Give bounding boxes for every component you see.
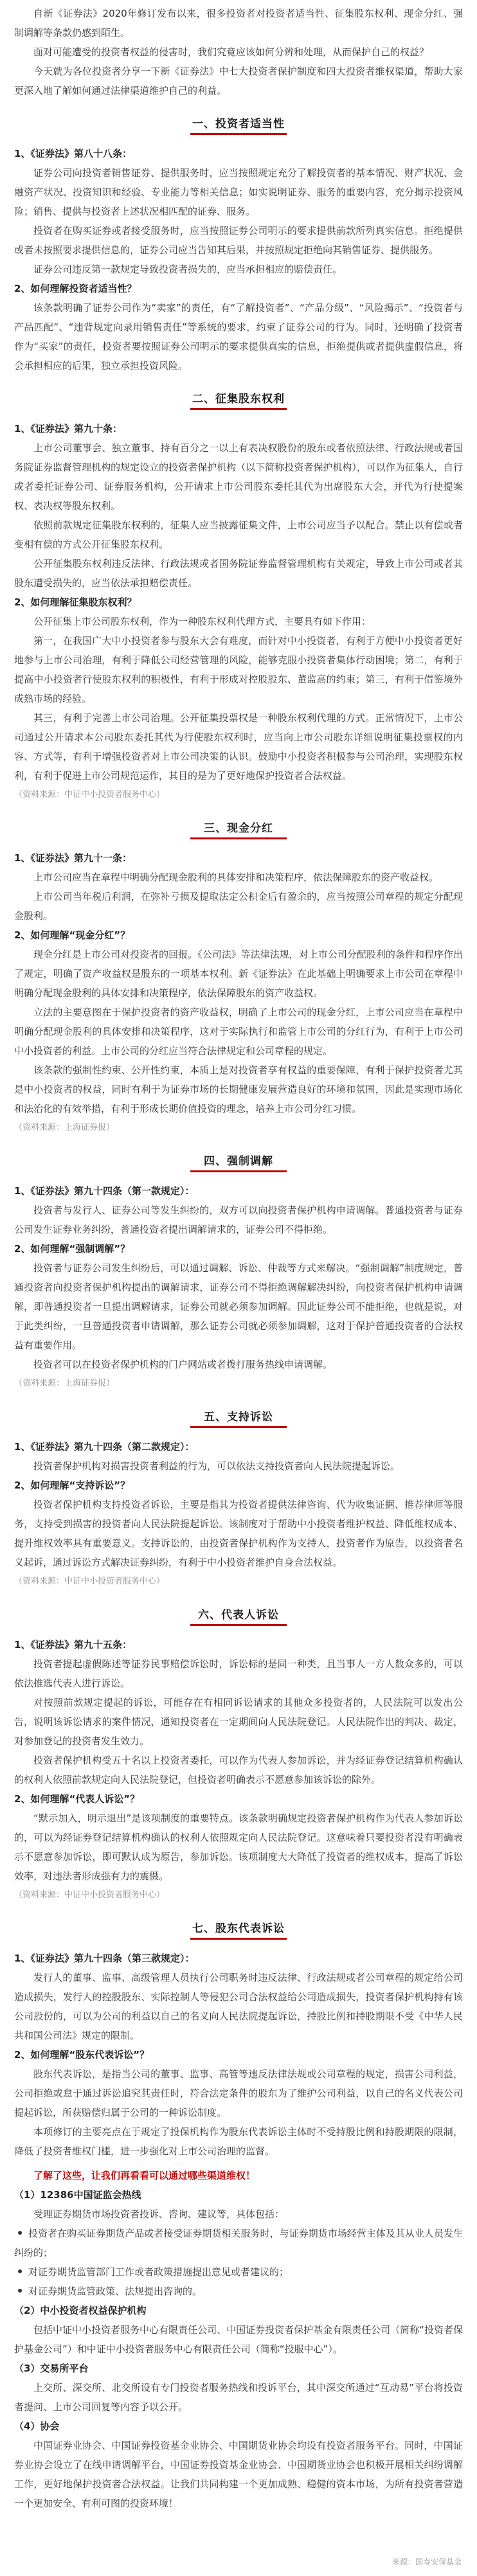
sections-container xyxy=(14,114,463,2161)
interpretation-paragraph: 立法的主要意图在于保护投资者的资产收益权，明确了上市公司的现金分红，上市公司应当在章程中明确分配现金股利的具体安排和决策程序，这对于实际执行和监管上市公司的分红行为，有利于上市公司中小投资者的利益。上市公司的分红应当符合法律规定和公司章程的规定。 xyxy=(14,1006,463,1057)
section-title: 六、代表人诉讼 xyxy=(198,1609,279,1622)
section-underline xyxy=(190,408,287,410)
law-article-paragraph: 投资者保护机构对损害投资者利益的行为，可以依法支持投资者向人民法院提起诉讼。 xyxy=(33,1460,401,1472)
law-article-heading: 1、《证券法》第九十四条（第三款规定）： xyxy=(14,1953,195,1964)
law-article-heading: 1、《证券法》第九十四条（第二款规定）： xyxy=(14,1441,195,1453)
law-article-paragraph: 投资者提起虚假陈述等证券民事赔偿诉讼时，诉讼标的是同一种类，且当事人一方人数众多的，可以依法推选代表人进行诉讼。 xyxy=(14,1658,463,1689)
section-underline xyxy=(190,1426,287,1428)
intro-paragraph: 面对可能遭受的投资者权益的侵害时，我们究竟应该如何分辨和处理，从而保护自己的权益？ xyxy=(33,46,429,58)
law-article-paragraph: 上市公司董事会、独立董事、持有百分之一以上有表决权股份的股东或者依照法律、行政法规或者国务院证券监督管理机构的规定设立的投资者保护机构（以下简称投资者保护机构），可以作为征集人，自行或者委托证券公司、证券服务机构，公开请求上市公司股东委托其代为出席股东大会，并代为行使提案权、表决权等股东权利。 xyxy=(14,442,463,512)
channel-bullet xyxy=(14,2282,463,2301)
bullet-icon xyxy=(18,2269,22,2273)
channel-description: 受理证券期货市场投资者投诉、咨询、建议等，具体包括： xyxy=(33,2208,285,2220)
section-underline xyxy=(190,837,287,839)
section-header xyxy=(14,114,463,135)
law-article-paragraph: 证券公司违反第一款规定导致投资者损失的，应当承担相应的赔偿责任。 xyxy=(33,264,343,275)
interpretation-heading: 2、如何理解征集股东权利？ xyxy=(14,596,137,608)
interpretation-paragraph: 第一，在我国广大中小投资者参与股东大会有难度，而针对中小投资者，有利于方便中小投资者更好地参与上市公司治理，有利于降低公司经营管理的风险，能够克服小投资者集体行动困境；第二，有利于提高中小投资者行使股东权利的积极性，有利于形成对控股股东、董监高的约束；第三，有利于借鉴境外成熟市场的经验。 xyxy=(14,635,463,704)
section-title: 四、强制调解 xyxy=(204,1155,273,1168)
interpretation-paragraph: 公开征集上市公司股东权利，作为一种股东权利代理方式，主要具有如下作用： xyxy=(33,616,372,627)
law-article-paragraph: 上市公司当年税后利润，在弥补亏损及提取法定公积金后有盈余的，应当按照公司章程的规定分配现金股利。 xyxy=(14,891,463,922)
interpretation-paragraph: 投资者保护机构支持投资者诉讼，主要是指其为投资者提供法律咨询、代为收集证据、推荐律师等服务，支持受到损害的投资者向人民法院提起诉讼。该制度对于帮助中小投资者维护权益、降低维权成本、提升维权效率具有重要意义。支持诉讼的，由投资者保护机构作为支持人，投资者作为原告，以投资者名义起诉，通过诉讼方式解决证券纠纷，有利于中小投资者维护自身合法权益。 xyxy=(14,1499,463,1568)
interpretation-heading: 2、如何理解投资者适当性？ xyxy=(14,283,137,294)
section-header xyxy=(14,1152,463,1172)
section-underline xyxy=(190,1170,287,1172)
source-note: （资料来源：上海证券报） xyxy=(14,1379,115,1388)
law-article-paragraph: 对按照前款规定提起的诉讼，可能存在有相同诉讼请求的其他众多投资者的，人民法院可以发出公告，说明该诉讼请求的案件情况，通知投资者在一定期间向人民法院登记。人民法院作出的判决、裁定，对参加登记的投资者发生效力。 xyxy=(14,1697,463,1747)
law-article-heading: 1、《证券法》第九十条： xyxy=(14,423,122,434)
law-article-paragraph: 投资者保护机构受五十名以上投资者委托，可以作为代表人参加诉讼，并为经证券登记结算机构确认的权利人依照前款规定向人民法院登记，但投资者明确表示不愿意参加该诉讼的除外。 xyxy=(14,1755,463,1785)
section-underline xyxy=(190,1938,287,1940)
interpretation-paragraph: 现金分红是上市公司对投资者的回报。《公司法》等法律法规，对上市公司分配股利的条件和程序作出了规定，明确了资产收益权是股东的一项基本权利。新《证券法》在此基础上明确要求上市公司在章程中明确分配现金股利的具体安排和决策程序，依法保障股东的资产收益权。 xyxy=(14,949,463,999)
law-article-heading: 1、《证券法》第九十一条： xyxy=(14,852,132,864)
intro-paragraph: 自新《证券法》2020年修订发布以来，很多投资者对投资者适当性、征集股东权利、现金分红、强制调解等条款仍感到陌生。 xyxy=(14,8,463,39)
law-article-paragraph: 上市公司应当在章程中明确分配现金股利的具体安排和决策程序，依法保障股东的资产收益权。 xyxy=(33,872,439,883)
bullet-icon xyxy=(18,2231,22,2235)
channel-title: （1）12386中国证监会热线 xyxy=(14,2189,141,2201)
channel-title: （3）交易所平台 xyxy=(14,2363,89,2374)
law-article-paragraph: 投资者在购买证券或者接受服务时，应当按照证券公司明示的要求提供前款所列真实信息。拒绝提供或者未按照要求提供信息的，证券公司应当告知其后果，并按照规定拒绝向其销售证券、提供服务。 xyxy=(14,225,463,256)
interpretation-paragraph: 本项修订的主要亮点在于规定了投保机构作为股东代表诉讼主体时不受持股比例和持股期限的限制，降低了投资者维权门槛，进一步强化对上市公司治理的监督。 xyxy=(14,2126,463,2157)
law-article-heading: 1、《证券法》第九十五条： xyxy=(14,1639,132,1650)
channels-list xyxy=(14,2185,463,2513)
law-article-paragraph: 投资者与发行人、证券公司等发生纠纷的，双方可以向投资者保护机构申请调解。普通投资者与证券公司发生证券业务纠纷，普通投资者提出调解请求的，证券公司不得拒绝。 xyxy=(14,1204,463,1235)
channel-bullet xyxy=(14,2224,463,2262)
interpretation-heading: 2、如何理解“支持诉讼”？ xyxy=(14,1480,130,1491)
interpretation-paragraph: 股东代表诉讼，是指当公司的董事、监事、高管等违反法律法规或公司章程的规定，损害公司利益，公司拒绝或怠于通过诉讼追究其责任时，符合法定条件的股东为了维护公司利益，以自己的名义代表公司提起诉讼，所获赔偿归属于公司的一种诉讼制度。 xyxy=(14,2068,463,2118)
law-article-paragraph: 证券公司向投资者销售证券、提供服务时，应当按照规定充分了解投资者的基本情况、财产状况、金融资产状况、投资知识和经验、专业能力等相关信息；如实说明证券、服务的重要内容，充分揭示投资风险；销售、提供与投资者上述状况相匹配的证券、服务。 xyxy=(14,167,463,217)
channel-bullet xyxy=(14,2262,463,2282)
law-article-paragraph: 发行人的董事、监事、高级管理人员执行公司职务时违反法律、行政法规或者公司章程的规定给公司造成损失，发行人的控股股东、实际控制人等侵犯公司合法权益给公司造成损失，投资者保护机构持有该公司股份的，可以为公司的利益以自己的名义向人民法院提起诉讼，持股比例和持股期限不受《中华人民共和国公司法》规定的限制。 xyxy=(14,1972,463,2041)
bullet-icon xyxy=(18,2289,22,2293)
source-note: （资料来源：中证中小投资者服务中心） xyxy=(14,1577,165,1586)
channel-bullet-text: 投资者在购买证券期货产品或者接受证券期货相关服务时，与证券期货市场经营主体及其从业人员发生纠纷的； xyxy=(14,2228,463,2258)
section-header xyxy=(14,1606,463,1626)
interpretation-paragraph: 该条款的强制性约束、公开性约束，本质上是对投资者享有权益的重要保障，有利于保护投资者尤其是中小投资者的权益，同时有利于为证券市场的长期健康发展营造良好的环境和氛围，因此是实现市场化和法治化的有效举措，有利于形成长期价值投资的理念，培养上市公司分红习惯。 xyxy=(14,1064,463,1114)
source-note: （资料来源：中证中小投资者服务中心） xyxy=(14,790,165,800)
section-header xyxy=(14,1408,463,1428)
channel-bullet-text: 对证券期货监管部门工作或者政策措施提出意见或者建议的； xyxy=(28,2266,289,2278)
interpretation-paragraph: 投资者与证券公司发生纠纷后，可以通过调解、诉讼、仲裁等方式来解决。“强制调解”制度规定，普通投资者向投资者保护机构提出的调解请求，证券公司不得拒绝调解解决纠纷，向投资者保护机构申请调解，即普通投资者一旦提出调解请求，证券公司就必须参加调解。因此证券公司不能拒绝，也就是说，对于此类纠纷，一旦普通投资者申请调解，那么证券公司就必须参加调解，这对于保护普通投资者的合法权益有重要作用。 xyxy=(14,1262,463,1351)
source-note: （资料来源：中证中小投资者服务中心） xyxy=(14,1890,165,1900)
channel-description: 中国证券业协会、中国证券投资基金业协会、中国期货业协会均设有投资者服务平台。同时，中国证券业协会设立了在线申请调解平台，中国证券投资基金业协会、中国期货业协会也积极开展相关纠纷调解工作，更好地保护投资者合法权益。让我们共同构建一个更加成熟、稳健的资本市场，为所有投资者营造一个更加安全、有利可图的投资环境！ xyxy=(14,2440,463,2509)
interpretation-heading: 2、如何理解“股东代表诉讼”？ xyxy=(14,2049,150,2061)
source-note: （资料来源：上海证券报） xyxy=(14,1123,115,1132)
footer-source: 来源：国寿安保基金 xyxy=(392,2557,462,2566)
interpretation-paragraph: 投资者可以在投资者保护机构的门户网站或者拨打服务热线申请调解。 xyxy=(33,1359,333,1370)
interpretation-paragraph: “默示加入，明示退出”是该项制度的重要特点。该条款明确规定投资者保护机构作为代表人参加诉讼的，可以为经证券登记结算机构确认的权利人依照规定向人民法院登记。这意味着只要投资者没有明确表示不愿意参加诉讼，即可默认成为原告，参加诉讼。该项制度大大降低了投资者的维权成本，提高了诉讼效率，对违法者形成强有力的震慑。 xyxy=(14,1812,463,1882)
law-article-paragraph: 依照前款规定征集股东权利的，征集人应当披露征集文件，上市公司应当予以配合。禁止以有偿或者变相有偿的方式公开征集股东权利。 xyxy=(14,519,463,550)
section-header xyxy=(14,819,463,839)
interpretation-heading: 2、如何理解“现金分红”？ xyxy=(14,929,130,941)
channel-description: 包括中证中小投资者服务中心有限责任公司、中国证券投资者保护基金有限责任公司（简称“投资者保护基金公司”）和中证中小投资者服务中心有限责任公司（简称“投服中心”）。 xyxy=(14,2324,463,2355)
channel-bullet-text: 对证券期货监管政策、法规提出咨询的。 xyxy=(28,2285,203,2297)
channel-title: （2）中小投资者权益保护机构 xyxy=(14,2305,147,2316)
law-article-heading: 1、《证券法》第八十八条： xyxy=(14,148,132,159)
section-header xyxy=(14,1919,463,1940)
interpretation-heading: 2、如何理解“强制调解”？ xyxy=(14,1243,130,1255)
section-title: 一、投资者适当性 xyxy=(192,118,285,130)
channel-description: 上交所、深交所、北交所设有专门投资者服务热线和投诉平台，其中深交所通过“互动易”平台将投资者提问、上市公司回复等内容予以公开。 xyxy=(14,2382,463,2413)
intro-paragraph: 今天就为各位投资者分享一下新《证券法》中七大投资者保护制度和四大投资者维权渠道，帮助大家更深入地了解如何通过法律渠道维护自己的利益。 xyxy=(14,66,463,96)
channel-title: （4）协会 xyxy=(14,2420,60,2432)
section-title: 三、现金分红 xyxy=(204,822,273,835)
section-header xyxy=(14,389,463,410)
section-underline xyxy=(190,133,287,135)
interpretation-paragraph: 该条款明确了证券公司作为“卖家”的责任，有“了解投资者”、“产品分级”、“风险揭示”、“投资者与产品匹配”、“违背规定向录用销售责任”等系统的要求，约束了证券公司的行为。同时，还明确了投资者作为“买家”的责任，投资者要按照证券公司明示的要求提供真实的信息，拒绝提供或者提供虚假信息，将会承担相应的后果，独立承担投资风险。 xyxy=(14,302,463,371)
law-article-paragraph: 公开征集股东权利违反法律、行政法规或者国务院证券监督管理机构有关规定，导致上市公司或者其股东遭受损失的，应当依法承担赔偿责任。 xyxy=(14,558,463,589)
intro xyxy=(14,4,463,100)
section-underline xyxy=(190,1624,287,1626)
interpretation-heading: 2、如何理解“代表人诉讼”？ xyxy=(14,1793,140,1805)
section-title: 五、支持诉讼 xyxy=(204,1411,273,1424)
section-title: 二、征集股东权利 xyxy=(192,393,285,406)
interpretation-paragraph: 其三，有利于完善上市公司治理。公开征集投票权是一种股东权利代理的方式。正常情况下，上市公司通过公开请求本公司股东委托其代为行使股东权利时，应当向上市公司股东详细说明征集投票权的内容、方式等，有利于增强投资者对上市公司决策的认识。鼓励中小投资者积极参与公司治理，实现股东权利，有利于促进上市公司规范运作，其目的是为了更好地保护投资者合法权益。 xyxy=(14,712,463,782)
law-article-heading: 1、《证券法》第九十四条（第一款规定）： xyxy=(14,1185,195,1197)
channels-heading: 了解了这些，让我们再看看可以通过哪些渠道维权！ xyxy=(33,2170,256,2181)
section-title: 七、股东代表诉讼 xyxy=(192,1922,285,1935)
